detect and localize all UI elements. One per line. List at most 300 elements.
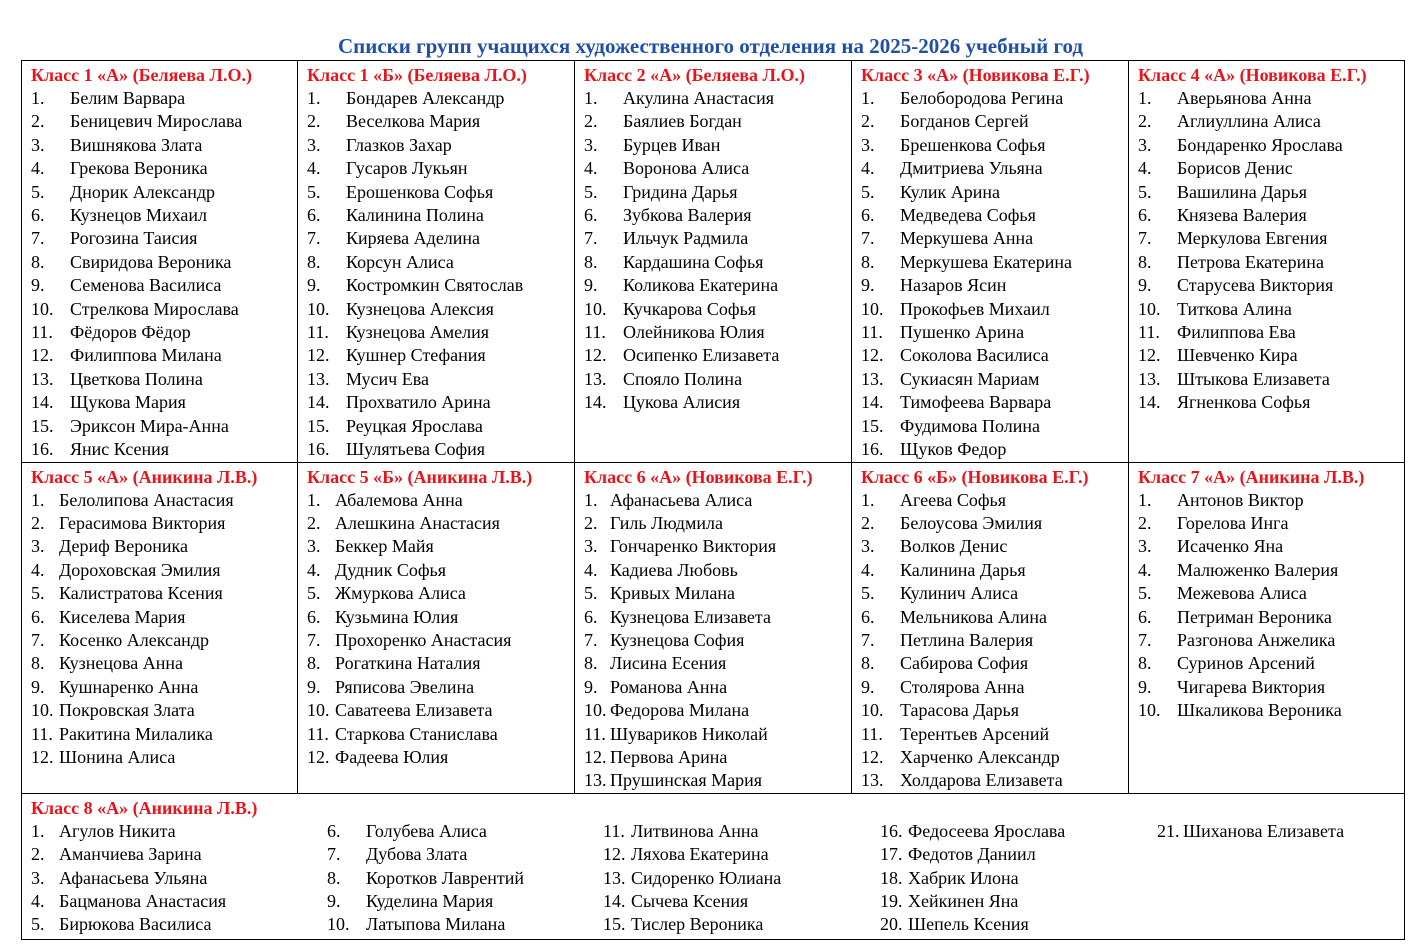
student-name: Калинина Дарья — [900, 559, 1026, 580]
list-item — [31, 699, 297, 722]
list-number: 13. — [584, 368, 607, 389]
list-number: 3. — [584, 134, 598, 155]
student-name: Дубова Злата — [366, 844, 468, 865]
list-number: 14. — [861, 392, 884, 413]
list-number: 2. — [31, 844, 45, 865]
list-item — [307, 746, 574, 769]
student-list — [852, 87, 1128, 462]
list-number: 6. — [1138, 606, 1152, 627]
student-name: Кулинич Алиса — [900, 583, 1019, 604]
list-item — [307, 699, 574, 722]
list-number: 1. — [31, 88, 45, 108]
student-name: Белобородова Регина — [900, 88, 1064, 108]
list-item — [861, 204, 1128, 227]
student-name: Тимофеева Варвара — [900, 392, 1052, 413]
list-number: 16. — [31, 439, 54, 460]
list-item — [1138, 629, 1404, 652]
student-name: Калинина Полина — [346, 205, 484, 226]
student-name: Косенко Александр — [59, 629, 209, 650]
list-item — [861, 676, 1128, 699]
student-name: Ракитина Милалика — [59, 723, 213, 744]
student-name: Акулина Анастасия — [623, 88, 775, 108]
list-number: 17. — [880, 844, 903, 865]
list-item — [31, 251, 297, 274]
list-number: 5. — [861, 583, 875, 604]
list-item — [584, 134, 851, 157]
list-number: 13. — [31, 368, 54, 389]
list-item — [31, 723, 297, 746]
student-name: Шевченко Кира — [1177, 345, 1298, 366]
student-name: Глазков Захар — [346, 134, 452, 155]
list-item — [31, 582, 297, 605]
class-heading: Класс 8 «А» (Аникина Л.В.) — [31, 797, 258, 818]
student-name: Дороховская Эмилия — [59, 559, 221, 580]
student-name: Куделина Мария — [366, 891, 494, 911]
student-list — [852, 489, 1128, 793]
list-number: 9. — [31, 275, 45, 296]
student-name: Эриксон Мира-Анна — [70, 415, 229, 436]
student-name: Киселева Мария — [59, 606, 186, 627]
list-number: 8. — [584, 251, 598, 272]
list-item — [307, 535, 574, 558]
student-name: Малюженко Валерия — [1177, 559, 1339, 580]
class-heading: Класс 4 «А» (Новикова Е.Г.) — [1138, 65, 1367, 85]
list-item — [861, 134, 1128, 157]
list-item — [584, 274, 851, 297]
student-name: Коликова Екатерина — [623, 275, 779, 296]
list-number: 15. — [31, 415, 54, 436]
student-name: Ляхова Екатерина — [631, 844, 769, 865]
student-name: Литвинова Анна — [631, 820, 759, 841]
list-item — [861, 157, 1128, 180]
list-item — [31, 298, 297, 321]
list-number: 5. — [1138, 181, 1152, 202]
list-item — [861, 699, 1128, 722]
list-number: 5. — [307, 181, 321, 202]
student-name: Сабирова София — [900, 653, 1029, 674]
list-number: 7. — [861, 228, 875, 249]
list-item — [307, 489, 574, 512]
list-item — [861, 438, 1128, 461]
list-item — [307, 110, 574, 133]
student-name: Меркулова Евгения — [1177, 228, 1328, 249]
list-item — [584, 110, 851, 133]
list-item — [584, 489, 851, 512]
list-item — [31, 368, 297, 391]
list-item — [307, 368, 574, 391]
list-item — [1138, 344, 1404, 367]
list-number: 5. — [31, 583, 45, 604]
list-item — [307, 438, 574, 461]
list-number: 14. — [1138, 392, 1161, 413]
list-item — [327, 890, 593, 913]
list-item — [880, 843, 1147, 866]
list-number: 12. — [603, 844, 626, 865]
list-item — [31, 867, 307, 890]
list-number: 14. — [603, 891, 626, 911]
student-name: Лисина Есения — [610, 653, 727, 674]
student-name: Шиханова Елизавета — [1183, 820, 1345, 841]
student-name: Шкаликова Вероника — [1177, 700, 1342, 721]
student-name: Князева Валерия — [1177, 205, 1307, 226]
student-name: Корсун Алиса — [346, 251, 454, 272]
list-number: 7. — [584, 629, 598, 650]
list-number: 15. — [861, 415, 884, 436]
list-number: 12. — [861, 345, 884, 366]
list-item — [861, 723, 1128, 746]
student-name: Ряписова Эвелина — [335, 676, 475, 697]
list-number: 13. — [1138, 368, 1161, 389]
list-item — [603, 843, 870, 866]
list-item — [880, 867, 1147, 890]
student-name: Белолипова Анастасия — [59, 489, 234, 510]
list-number: 8. — [31, 653, 45, 674]
student-name: Фёдоров Фёдор — [70, 322, 191, 343]
list-item — [307, 344, 574, 367]
list-item — [861, 274, 1128, 297]
list-number: 21. — [1157, 820, 1180, 841]
list-item — [31, 535, 297, 558]
page-title: Списки групп учащихся художественного отделения на 2025-2026 учебный год — [337, 34, 1084, 58]
student-name: Белоусова Эмилия — [900, 512, 1043, 533]
student-name: Прушинская Мария — [610, 770, 763, 791]
list-number: 20. — [880, 914, 903, 935]
student-name: Реуцкая Ярослава — [346, 415, 483, 436]
student-name: Семенова Василиса — [70, 275, 222, 296]
student-name: Брешенкова Софья — [900, 134, 1046, 155]
list-item — [31, 489, 297, 512]
student-name: Тислер Вероника — [631, 914, 764, 935]
student-name: Ерошенкова Софья — [346, 181, 494, 202]
list-item — [861, 415, 1128, 438]
list-item — [1138, 251, 1404, 274]
list-number: 15. — [307, 415, 330, 436]
list-item — [1138, 157, 1404, 180]
list-number: 12. — [584, 746, 607, 767]
list-number: 10. — [327, 914, 350, 935]
student-list — [22, 87, 297, 462]
student-name: Свиридова Вероника — [70, 251, 232, 272]
student-name: Харченко Александр — [900, 746, 1060, 767]
student-name: Дериф Вероника — [59, 536, 189, 557]
list-number: 9. — [861, 275, 875, 296]
list-item — [31, 274, 297, 297]
list-item — [307, 87, 574, 110]
list-number: 2. — [1138, 512, 1152, 533]
list-item — [603, 820, 870, 843]
list-item — [1138, 699, 1404, 722]
student-name: Кривых Милана — [610, 583, 735, 604]
student-name: Исаченко Яна — [1177, 536, 1284, 557]
list-number: 11. — [861, 322, 883, 343]
list-item — [861, 606, 1128, 629]
student-name: Гончаренко Виктория — [610, 536, 777, 557]
list-number: 8. — [307, 251, 321, 272]
student-name: Цукова Алисия — [623, 392, 741, 413]
list-item — [603, 890, 870, 913]
list-item — [1138, 391, 1404, 414]
list-item — [1138, 559, 1404, 582]
student-list — [870, 820, 1147, 937]
list-number: 11. — [307, 322, 329, 343]
list-item — [31, 391, 297, 414]
list-item — [584, 344, 851, 367]
student-name: Меркушева Екатерина — [900, 251, 1072, 272]
class-cell — [575, 462, 852, 793]
list-item — [307, 559, 574, 582]
list-number: 7. — [1138, 228, 1152, 249]
list-number: 9. — [31, 676, 45, 697]
list-item — [31, 181, 297, 204]
student-name: Сидоренко Юлиана — [631, 867, 782, 888]
student-name: Романова Анна — [610, 676, 728, 697]
student-list — [298, 87, 574, 462]
list-number: 3. — [31, 867, 45, 888]
class-heading: Класс 6 «А» (Новикова Е.Г.) — [584, 466, 813, 487]
list-item — [307, 321, 574, 344]
class-groups-table — [21, 60, 1405, 940]
list-item — [1138, 181, 1404, 204]
list-number: 2. — [861, 111, 875, 132]
list-item — [584, 769, 851, 792]
list-number: 8. — [1138, 653, 1152, 674]
list-item — [307, 251, 574, 274]
student-name: Филиппова Ева — [1177, 322, 1296, 343]
list-number: 7. — [584, 228, 598, 249]
list-number: 13. — [584, 770, 607, 791]
student-name: Шулятьева София — [346, 439, 486, 460]
list-number: 3. — [307, 536, 321, 557]
list-item — [1138, 204, 1404, 227]
list-number: 4. — [861, 158, 875, 179]
list-number: 14. — [31, 392, 54, 413]
list-number: 10. — [584, 700, 607, 721]
student-name: Филиппова Милана — [70, 345, 222, 366]
student-name: Аманчиева Зарина — [59, 844, 202, 865]
student-name: Ягненкова Софья — [1177, 392, 1311, 413]
list-number: 9. — [1138, 275, 1152, 296]
list-item — [584, 723, 851, 746]
student-name: Разгонова Анжелика — [1177, 629, 1336, 650]
list-item — [31, 157, 297, 180]
class-cell — [298, 61, 575, 463]
student-name: Петрова Екатерина — [1177, 251, 1324, 272]
class-cell — [298, 462, 575, 793]
list-number: 4. — [307, 559, 321, 580]
list-item — [31, 606, 297, 629]
list-item — [880, 890, 1147, 913]
list-item — [603, 913, 870, 936]
list-number: 16. — [307, 439, 330, 460]
student-name: Аглиуллина Алиса — [1177, 111, 1321, 132]
list-number: 1. — [1138, 88, 1152, 108]
list-number: 5. — [1138, 583, 1152, 604]
student-name: Штыкова Елизавета — [1177, 368, 1330, 389]
list-item — [861, 512, 1128, 535]
list-number: 3. — [31, 134, 45, 155]
student-name: Соколова Василиса — [900, 345, 1049, 366]
student-name: Беницевич Мирослава — [70, 111, 243, 132]
list-item — [1138, 227, 1404, 250]
student-name: Чигарева Виктория — [1177, 676, 1326, 697]
student-name: Кушнаренко Анна — [59, 676, 199, 697]
list-number: 6. — [327, 820, 341, 841]
student-name: Прокофьев Михаил — [900, 298, 1050, 319]
list-item — [861, 489, 1128, 512]
student-name: Стрелкова Мирослава — [70, 298, 239, 319]
list-item — [861, 87, 1128, 110]
list-item — [1138, 606, 1404, 629]
list-number: 12. — [307, 746, 330, 767]
list-item — [307, 606, 574, 629]
list-item — [307, 512, 574, 535]
list-item — [584, 512, 851, 535]
student-name: Бирюкова Василиса — [59, 914, 212, 935]
list-item — [307, 652, 574, 675]
student-name: Петлина Валерия — [900, 629, 1034, 650]
student-name: Костромкин Святослав — [346, 275, 524, 296]
student-name: Межевова Алиса — [1177, 583, 1307, 604]
student-name: Кузнецова Алексия — [346, 298, 494, 319]
list-number: 2. — [584, 512, 598, 533]
student-name: Кузнецова Анна — [59, 653, 184, 674]
list-item — [861, 582, 1128, 605]
list-number: 6. — [307, 205, 321, 226]
student-name: Федосеева Ярослава — [908, 820, 1066, 841]
class-cell-class-8 — [22, 793, 1405, 939]
list-item — [1138, 676, 1404, 699]
list-item — [584, 87, 851, 110]
list-number: 6. — [584, 205, 598, 226]
student-name: Афанасьева Ульяна — [59, 867, 208, 888]
list-number: 9. — [861, 676, 875, 697]
list-number: 9. — [307, 275, 321, 296]
list-number: 4. — [31, 891, 45, 911]
list-number: 12. — [307, 345, 330, 366]
list-item — [31, 652, 297, 675]
student-name: Герасимова Виктория — [59, 512, 226, 533]
list-number: 6. — [861, 606, 875, 627]
student-name: Столярова Анна — [900, 676, 1025, 697]
list-number: 2. — [31, 111, 45, 132]
student-name: Гиль Людмила — [610, 512, 723, 533]
list-item — [1157, 820, 1405, 843]
list-item — [861, 110, 1128, 133]
list-item — [880, 820, 1147, 843]
student-name: Кузнецова Елизавета — [610, 606, 771, 627]
student-name: Шувариков Николай — [610, 723, 768, 744]
student-name: Гридина Дарья — [623, 181, 738, 202]
list-item — [584, 652, 851, 675]
list-number: 11. — [307, 723, 329, 744]
list-number: 12. — [31, 746, 54, 767]
student-name: Кучкарова Софья — [623, 298, 757, 319]
list-item — [327, 867, 593, 890]
list-number: 10. — [861, 298, 884, 319]
list-number: 7. — [327, 844, 341, 865]
list-item — [861, 321, 1128, 344]
student-name: Воронова Алиса — [623, 158, 750, 179]
list-item — [31, 344, 297, 367]
student-name: Дудник Софья — [335, 559, 446, 580]
student-name: Бурцев Иван — [623, 134, 721, 155]
list-item — [861, 251, 1128, 274]
list-number: 5. — [31, 914, 45, 935]
list-number: 14. — [307, 392, 330, 413]
list-number: 10. — [584, 298, 607, 319]
list-item — [584, 629, 851, 652]
student-name: Пушенко Арина — [900, 322, 1025, 343]
list-item — [327, 913, 593, 936]
list-item — [1138, 274, 1404, 297]
list-number: 4. — [584, 559, 598, 580]
list-item — [31, 890, 307, 913]
student-name: Щукова Мария — [70, 392, 186, 413]
class-cell — [575, 61, 852, 463]
list-number: 13. — [603, 867, 626, 888]
list-number: 4. — [31, 559, 45, 580]
student-name: Шепель Ксения — [908, 914, 1029, 935]
list-item — [31, 134, 297, 157]
list-item — [861, 344, 1128, 367]
list-number: 8. — [1138, 251, 1152, 272]
student-list — [1129, 87, 1404, 415]
student-name: Бацманова Анастасия — [59, 891, 227, 911]
list-item — [327, 820, 593, 843]
list-number: 9. — [584, 676, 598, 697]
list-number: 5. — [307, 583, 321, 604]
list-item — [584, 391, 851, 414]
list-number: 11. — [31, 322, 53, 343]
class-heading: Класс 6 «Б» (Новикова Е.Г.) — [861, 466, 1089, 487]
student-name: Терентьев Арсений — [900, 723, 1050, 744]
student-name: Спояло Полина — [623, 368, 743, 389]
class-heading: Класс 3 «А» (Новикова Е.Г.) — [861, 65, 1090, 85]
student-name: Кадиева Любовь — [610, 559, 738, 580]
student-name: Назаров Ясин — [900, 275, 1007, 296]
student-name: Агеева Софья — [900, 489, 1007, 510]
student-name: Вашилина Дарья — [1177, 181, 1307, 202]
student-name: Дмитриева Ульяна — [900, 158, 1043, 179]
student-name: Вишнякова Злата — [70, 134, 203, 155]
student-name: Осипенко Елизавета — [623, 345, 780, 366]
list-number: 11. — [584, 723, 606, 744]
student-name: Старусева Виктория — [1177, 275, 1334, 296]
list-item — [861, 227, 1128, 250]
list-number: 8. — [307, 653, 321, 674]
list-number: 6. — [31, 205, 45, 226]
list-number: 7. — [307, 629, 321, 650]
class-cell — [852, 462, 1129, 793]
list-number: 9. — [1138, 676, 1152, 697]
list-item — [1138, 535, 1404, 558]
list-item — [584, 606, 851, 629]
list-number: 8. — [327, 867, 341, 888]
class-heading: Класс 7 «А» (Аникина Л.В.) — [1138, 466, 1365, 487]
list-item — [584, 204, 851, 227]
student-name: Суринов Арсений — [1177, 653, 1315, 674]
student-name: Беккер Майя — [335, 536, 434, 557]
student-name: Петриман Вероника — [1177, 606, 1332, 627]
class-heading: Класс 5 «Б» (Аникина Л.В.) — [307, 466, 533, 487]
student-name: Зубкова Валерия — [623, 205, 752, 226]
list-number: 12. — [1138, 345, 1161, 366]
student-name: Цветкова Полина — [70, 368, 203, 389]
list-number: 6. — [307, 606, 321, 627]
list-number: 10. — [1138, 700, 1161, 721]
list-item — [1138, 652, 1404, 675]
student-name: Сукиасян Мариам — [900, 368, 1040, 389]
